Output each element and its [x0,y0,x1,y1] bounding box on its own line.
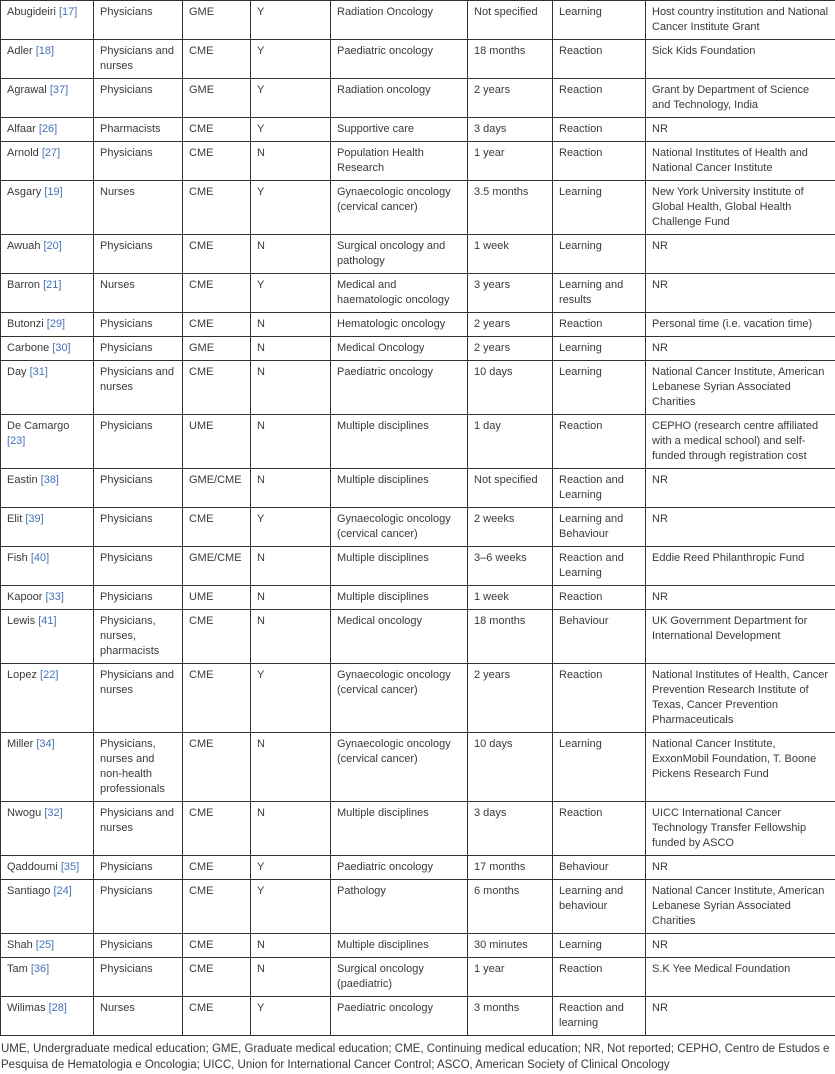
discipline-cell: Multiple disciplines [331,415,468,469]
education-cell: CME [183,880,251,934]
profession-cell: Physicians, nurses, pharmacists [94,610,183,664]
funding-cell: Personal time (i.e. vacation time) [646,313,835,337]
author-name: Elit [7,513,23,525]
duration-cell: 3 years [468,274,553,313]
table-row [1,997,835,1036]
author-name: Santiago [7,885,51,897]
profession-cell: Physicians and nurses [94,664,183,733]
discipline-cell: Multiple disciplines [331,586,468,610]
author-cell [1,856,94,880]
author-cell [1,235,94,274]
local-trainer-cell: Y [251,880,331,934]
duration-cell: 3 months [468,997,553,1036]
funding-cell: National Institutes of Health and National Cancer Institute [646,142,835,181]
citation-link[interactable]: [19] [44,186,63,198]
outcome-cell: Learning [553,934,646,958]
citation-link[interactable]: [21] [43,279,62,291]
discipline-cell: Supportive care [331,118,468,142]
profession-cell: Nurses [94,181,183,235]
education-cell: UME [183,415,251,469]
funding-cell: NR [646,274,835,313]
discipline-cell: Pathology [331,880,468,934]
education-cell: CME [183,118,251,142]
discipline-cell: Radiation Oncology [331,1,468,40]
outcome-cell: Learning and results [553,274,646,313]
discipline-cell: Gynaecologic oncology (cervical cancer) [331,664,468,733]
education-cell: CME [183,508,251,547]
profession-cell: Physicians [94,313,183,337]
duration-cell: Not specified [468,469,553,508]
local-trainer-cell: N [251,586,331,610]
outcome-cell: Reaction [553,586,646,610]
funding-cell: NR [646,508,835,547]
author-cell [1,733,94,802]
funding-cell: National Cancer Institute, American Lebanese Syrian Associated Charities [646,361,835,415]
table-footnote: UME, Undergraduate medical education; GME, Graduate medical education; CME, Continuing medical education; NR, Not reported; CEPHO, Centro de Estudos e Pesquisa de Hematologia e Oncologia; UICC, Union for International Cancer Control; ASCO, American Society of Clinical Oncology [1,1043,830,1071]
funding-cell: National Cancer Institute, American Lebanese Syrian Associated Charities [646,880,835,934]
local-trainer-cell: N [251,802,331,856]
education-cell: CME [183,40,251,79]
outcome-cell: Reaction [553,118,646,142]
local-trainer-cell: N [251,958,331,997]
funding-cell: CEPHO (research centre affiliated with a medical school) and self-funded through registration cost [646,415,835,469]
citation-link[interactable]: [38] [40,474,59,486]
citation-link[interactable]: [28] [48,1002,67,1014]
local-trainer-cell: N [251,361,331,415]
education-cell: CME [183,664,251,733]
education-cell: CME [183,958,251,997]
outcome-cell: Reaction [553,958,646,997]
funding-cell: NR [646,997,835,1036]
outcome-cell: Reaction and Learning [553,469,646,508]
citation-link[interactable]: [39] [25,513,44,525]
discipline-cell: Medical and haematologic oncology [331,274,468,313]
table-row [1,337,835,361]
local-trainer-cell: N [251,610,331,664]
author-cell [1,79,94,118]
outcome-cell: Reaction [553,40,646,79]
author-cell [1,610,94,664]
table-row [1,79,835,118]
table-row [1,361,835,415]
discipline-cell: Medical oncology [331,610,468,664]
education-cell: CME [183,802,251,856]
education-cell: CME [183,361,251,415]
outcome-cell: Learning [553,181,646,235]
funding-cell: NR [646,235,835,274]
local-trainer-cell: Y [251,664,331,733]
outcome-cell: Behaviour [553,856,646,880]
funding-cell: S.K Yee Medical Foundation [646,958,835,997]
discipline-cell: Surgical oncology and pathology [331,235,468,274]
duration-cell: 18 months [468,610,553,664]
duration-cell: 2 years [468,313,553,337]
funding-cell: UICC International Cancer Technology Transfer Fellowship funded by ASCO [646,802,835,856]
funding-cell: NR [646,337,835,361]
duration-cell: 2 weeks [468,508,553,547]
outcome-cell: Reaction [553,142,646,181]
local-trainer-cell: Y [251,997,331,1036]
table-row [1,958,835,997]
author-cell [1,997,94,1036]
discipline-cell: Paediatric oncology [331,997,468,1036]
author-name: Nwogu [7,807,42,819]
funding-cell: NR [646,469,835,508]
table-row [1,880,835,934]
profession-cell: Physicians [94,958,183,997]
profession-cell: Physicians and nurses [94,361,183,415]
author-cell [1,40,94,79]
education-cell: CME [183,142,251,181]
education-cell: GME [183,1,251,40]
table-row [1,586,835,610]
duration-cell: 10 days [468,733,553,802]
duration-cell: 1 week [468,586,553,610]
funding-cell: National Cancer Institute, ExxonMobil Foundation, T. Boone Pickens Research Fund [646,733,835,802]
author-cell [1,181,94,235]
citation-link[interactable]: [18] [35,45,55,57]
author-name: Day [7,366,27,378]
funding-cell: UK Government Department for International Development [646,610,835,664]
profession-cell: Physicians [94,235,183,274]
profession-cell: Physicians [94,337,183,361]
discipline-cell: Radiation oncology [331,79,468,118]
citation-link[interactable]: [25] [35,939,55,951]
local-trainer-cell: Y [251,40,331,79]
outcome-cell: Behaviour [553,610,646,664]
author-name: Wilimas [7,1002,46,1014]
table-row [1,1,835,40]
funding-cell: Eddie Reed Philanthropic Fund [646,547,835,586]
funding-cell: NR [646,934,835,958]
local-trainer-cell: N [251,235,331,274]
table-row [1,235,835,274]
author-name: Qaddoumi [7,861,58,873]
profession-cell: Physicians [94,415,183,469]
outcome-cell: Reaction [553,664,646,733]
outcome-cell: Reaction and learning [553,997,646,1036]
author-cell [1,958,94,997]
author-name: Lopez [7,669,37,681]
table-row [1,181,835,235]
discipline-cell: Multiple disciplines [331,469,468,508]
citation-link[interactable]: [29] [46,318,66,330]
discipline-cell: Multiple disciplines [331,934,468,958]
education-cell: CME [183,610,251,664]
discipline-cell: Multiple disciplines [331,802,468,856]
duration-cell: 1 day [468,415,553,469]
outcome-cell: Reaction [553,313,646,337]
local-trainer-cell: N [251,142,331,181]
citation-link[interactable]: [33] [45,591,64,603]
author-cell [1,934,94,958]
discipline-cell: Gynaecologic oncology (cervical cancer) [331,181,468,235]
table-row [1,856,835,880]
discipline-cell: Multiple disciplines [331,547,468,586]
outcome-cell: Learning [553,235,646,274]
citation-link[interactable]: [26] [38,123,58,135]
funding-cell: National Institutes of Health, Cancer Prevention Research Institute of Texas, Cancer Prevention Pharmaceuticals [646,664,835,733]
funding-cell: Grant by Department of Science and Technology, India [646,79,835,118]
outcome-cell: Reaction [553,79,646,118]
citation-link[interactable]: [41] [38,615,57,627]
local-trainer-cell: Y [251,181,331,235]
education-cell: GME/CME [183,547,251,586]
outcome-cell: Learning and Behaviour [553,508,646,547]
duration-cell: 3–6 weeks [468,547,553,586]
education-cell: GME [183,337,251,361]
local-trainer-cell: Y [251,508,331,547]
author-cell [1,274,94,313]
funding-cell: Host country institution and National Cancer Institute Grant [646,1,835,40]
local-trainer-cell: N [251,313,331,337]
duration-cell: 6 months [468,880,553,934]
table-row [1,934,835,958]
duration-cell: 3 days [468,118,553,142]
duration-cell: 18 months [468,40,553,79]
funding-cell: NR [646,856,835,880]
profession-cell: Physicians [94,142,183,181]
profession-cell: Physicians and nurses [94,802,183,856]
duration-cell: 2 years [468,79,553,118]
duration-cell: Not specified [468,1,553,40]
author-cell [1,142,94,181]
citation-link[interactable]: [24] [53,885,72,897]
citation-link[interactable]: [17] [58,6,78,18]
table-row [1,118,835,142]
citation-link[interactable]: [27] [41,147,61,159]
discipline-cell: Paediatric oncology [331,361,468,415]
author-name: Eastin [7,474,38,486]
citation-link[interactable]: [36] [30,963,50,975]
local-trainer-cell: Y [251,79,331,118]
author-name: Tam [7,963,28,975]
profession-cell: Physicians [94,1,183,40]
local-trainer-cell: Y [251,856,331,880]
profession-cell: Nurses [94,997,183,1036]
table-row [1,142,835,181]
table-row [1,733,835,802]
profession-cell: Physicians [94,934,183,958]
author-name: Agrawal [7,84,47,96]
author-name: Alfaar [7,123,36,135]
duration-cell: 3 days [468,802,553,856]
outcome-cell: Learning [553,337,646,361]
discipline-cell: Gynaecologic oncology (cervical cancer) [331,733,468,802]
author-name: Miller [7,738,34,750]
profession-cell: Physicians [94,880,183,934]
table-row [1,415,835,469]
education-cell: CME [183,733,251,802]
duration-cell: 1 week [468,235,553,274]
education-cell: CME [183,856,251,880]
duration-cell: 3.5 months [468,181,553,235]
author-name: Awuah [7,240,41,252]
profession-cell: Physicians, nurses and non-health professionals [94,733,183,802]
studies-table-body [1,1,835,1036]
author-cell [1,313,94,337]
profession-cell: Physicians [94,586,183,610]
citation-link[interactable]: [31] [29,366,48,378]
outcome-cell: Learning [553,733,646,802]
citation-link[interactable]: [22] [40,669,59,681]
discipline-cell: Paediatric oncology [331,40,468,79]
duration-cell: 17 months [468,856,553,880]
author-name: Barron [7,279,41,291]
author-name: Arnold [7,147,39,159]
profession-cell: Physicians [94,547,183,586]
citation-link[interactable]: [34] [36,738,55,750]
table-row [1,508,835,547]
profession-cell: Physicians [94,79,183,118]
local-trainer-cell: N [251,337,331,361]
education-cell: CME [183,274,251,313]
education-cell: GME/CME [183,469,251,508]
table-row [1,802,835,856]
outcome-cell: Reaction and Learning [553,547,646,586]
education-cell: UME [183,586,251,610]
local-trainer-cell: N [251,415,331,469]
citation-link[interactable]: [32] [44,807,63,819]
duration-cell: 10 days [468,361,553,415]
citation-link[interactable]: [40] [30,552,50,564]
funding-cell: Sick Kids Foundation [646,40,835,79]
profession-cell: Nurses [94,274,183,313]
duration-cell: 1 year [468,142,553,181]
author-name: Adler [7,45,33,57]
discipline-cell: Hematologic oncology [331,313,468,337]
education-cell: CME [183,313,251,337]
duration-cell: 2 years [468,337,553,361]
author-cell [1,337,94,361]
local-trainer-cell: N [251,733,331,802]
funding-cell: NR [646,118,835,142]
discipline-cell: Population Health Research [331,142,468,181]
table-row [1,274,835,313]
author-cell [1,415,94,469]
outcome-cell: Learning and behaviour [553,880,646,934]
discipline-cell: Medical Oncology [331,337,468,361]
author-cell [1,547,94,586]
citation-link[interactable]: [35] [60,861,80,873]
table-row [1,664,835,733]
duration-cell: 30 minutes [468,934,553,958]
citation-link[interactable]: [20] [43,240,62,252]
table-row [1,547,835,586]
author-name: Abugideiri [7,6,56,18]
citation-link[interactable]: [37] [49,84,69,96]
author-cell [1,508,94,547]
author-cell [1,880,94,934]
author-name: Kapoor [7,591,43,603]
profession-cell: Pharmacists [94,118,183,142]
discipline-cell: Surgical oncology (paediatric) [331,958,468,997]
table-row [1,469,835,508]
education-cell: GME [183,79,251,118]
author-name: Asgary [7,186,42,198]
discipline-cell: Gynaecologic oncology (cervical cancer) [331,508,468,547]
table-row [1,313,835,337]
author-cell [1,118,94,142]
author-cell [1,1,94,40]
profession-cell: Physicians [94,508,183,547]
outcome-cell: Reaction [553,415,646,469]
outcome-cell: Learning [553,361,646,415]
local-trainer-cell: N [251,469,331,508]
profession-cell: Physicians and nurses [94,40,183,79]
local-trainer-cell: Y [251,274,331,313]
local-trainer-cell: N [251,934,331,958]
citation-link[interactable]: [30] [52,342,71,354]
author-name: De Camargo [7,420,70,432]
profession-cell: Physicians [94,469,183,508]
table-row [1,610,835,664]
author-cell [1,586,94,610]
author-cell [1,469,94,508]
author-name: Lewis [7,615,36,627]
author-cell [1,664,94,733]
author-cell [1,361,94,415]
funding-cell: New York University Institute of Global Health, Global Health Challenge Fund [646,181,835,235]
author-name: Shah [7,939,33,951]
duration-cell: 2 years [468,664,553,733]
discipline-cell: Paediatric oncology [331,856,468,880]
author-name: Butonzi [7,318,44,330]
author-name: Fish [7,552,28,564]
outcome-cell: Reaction [553,802,646,856]
outcome-cell: Learning [553,1,646,40]
profession-cell: Physicians [94,856,183,880]
education-cell: CME [183,997,251,1036]
education-cell: CME [183,934,251,958]
author-cell [1,802,94,856]
citation-link[interactable]: [23] [7,435,26,447]
local-trainer-cell: N [251,547,331,586]
education-cell: CME [183,235,251,274]
duration-cell: 1 year [468,958,553,997]
local-trainer-cell: Y [251,118,331,142]
local-trainer-cell: Y [251,1,331,40]
education-cell: CME [183,181,251,235]
funding-cell: NR [646,586,835,610]
author-name: Carbone [7,342,50,354]
table-row [1,40,835,79]
